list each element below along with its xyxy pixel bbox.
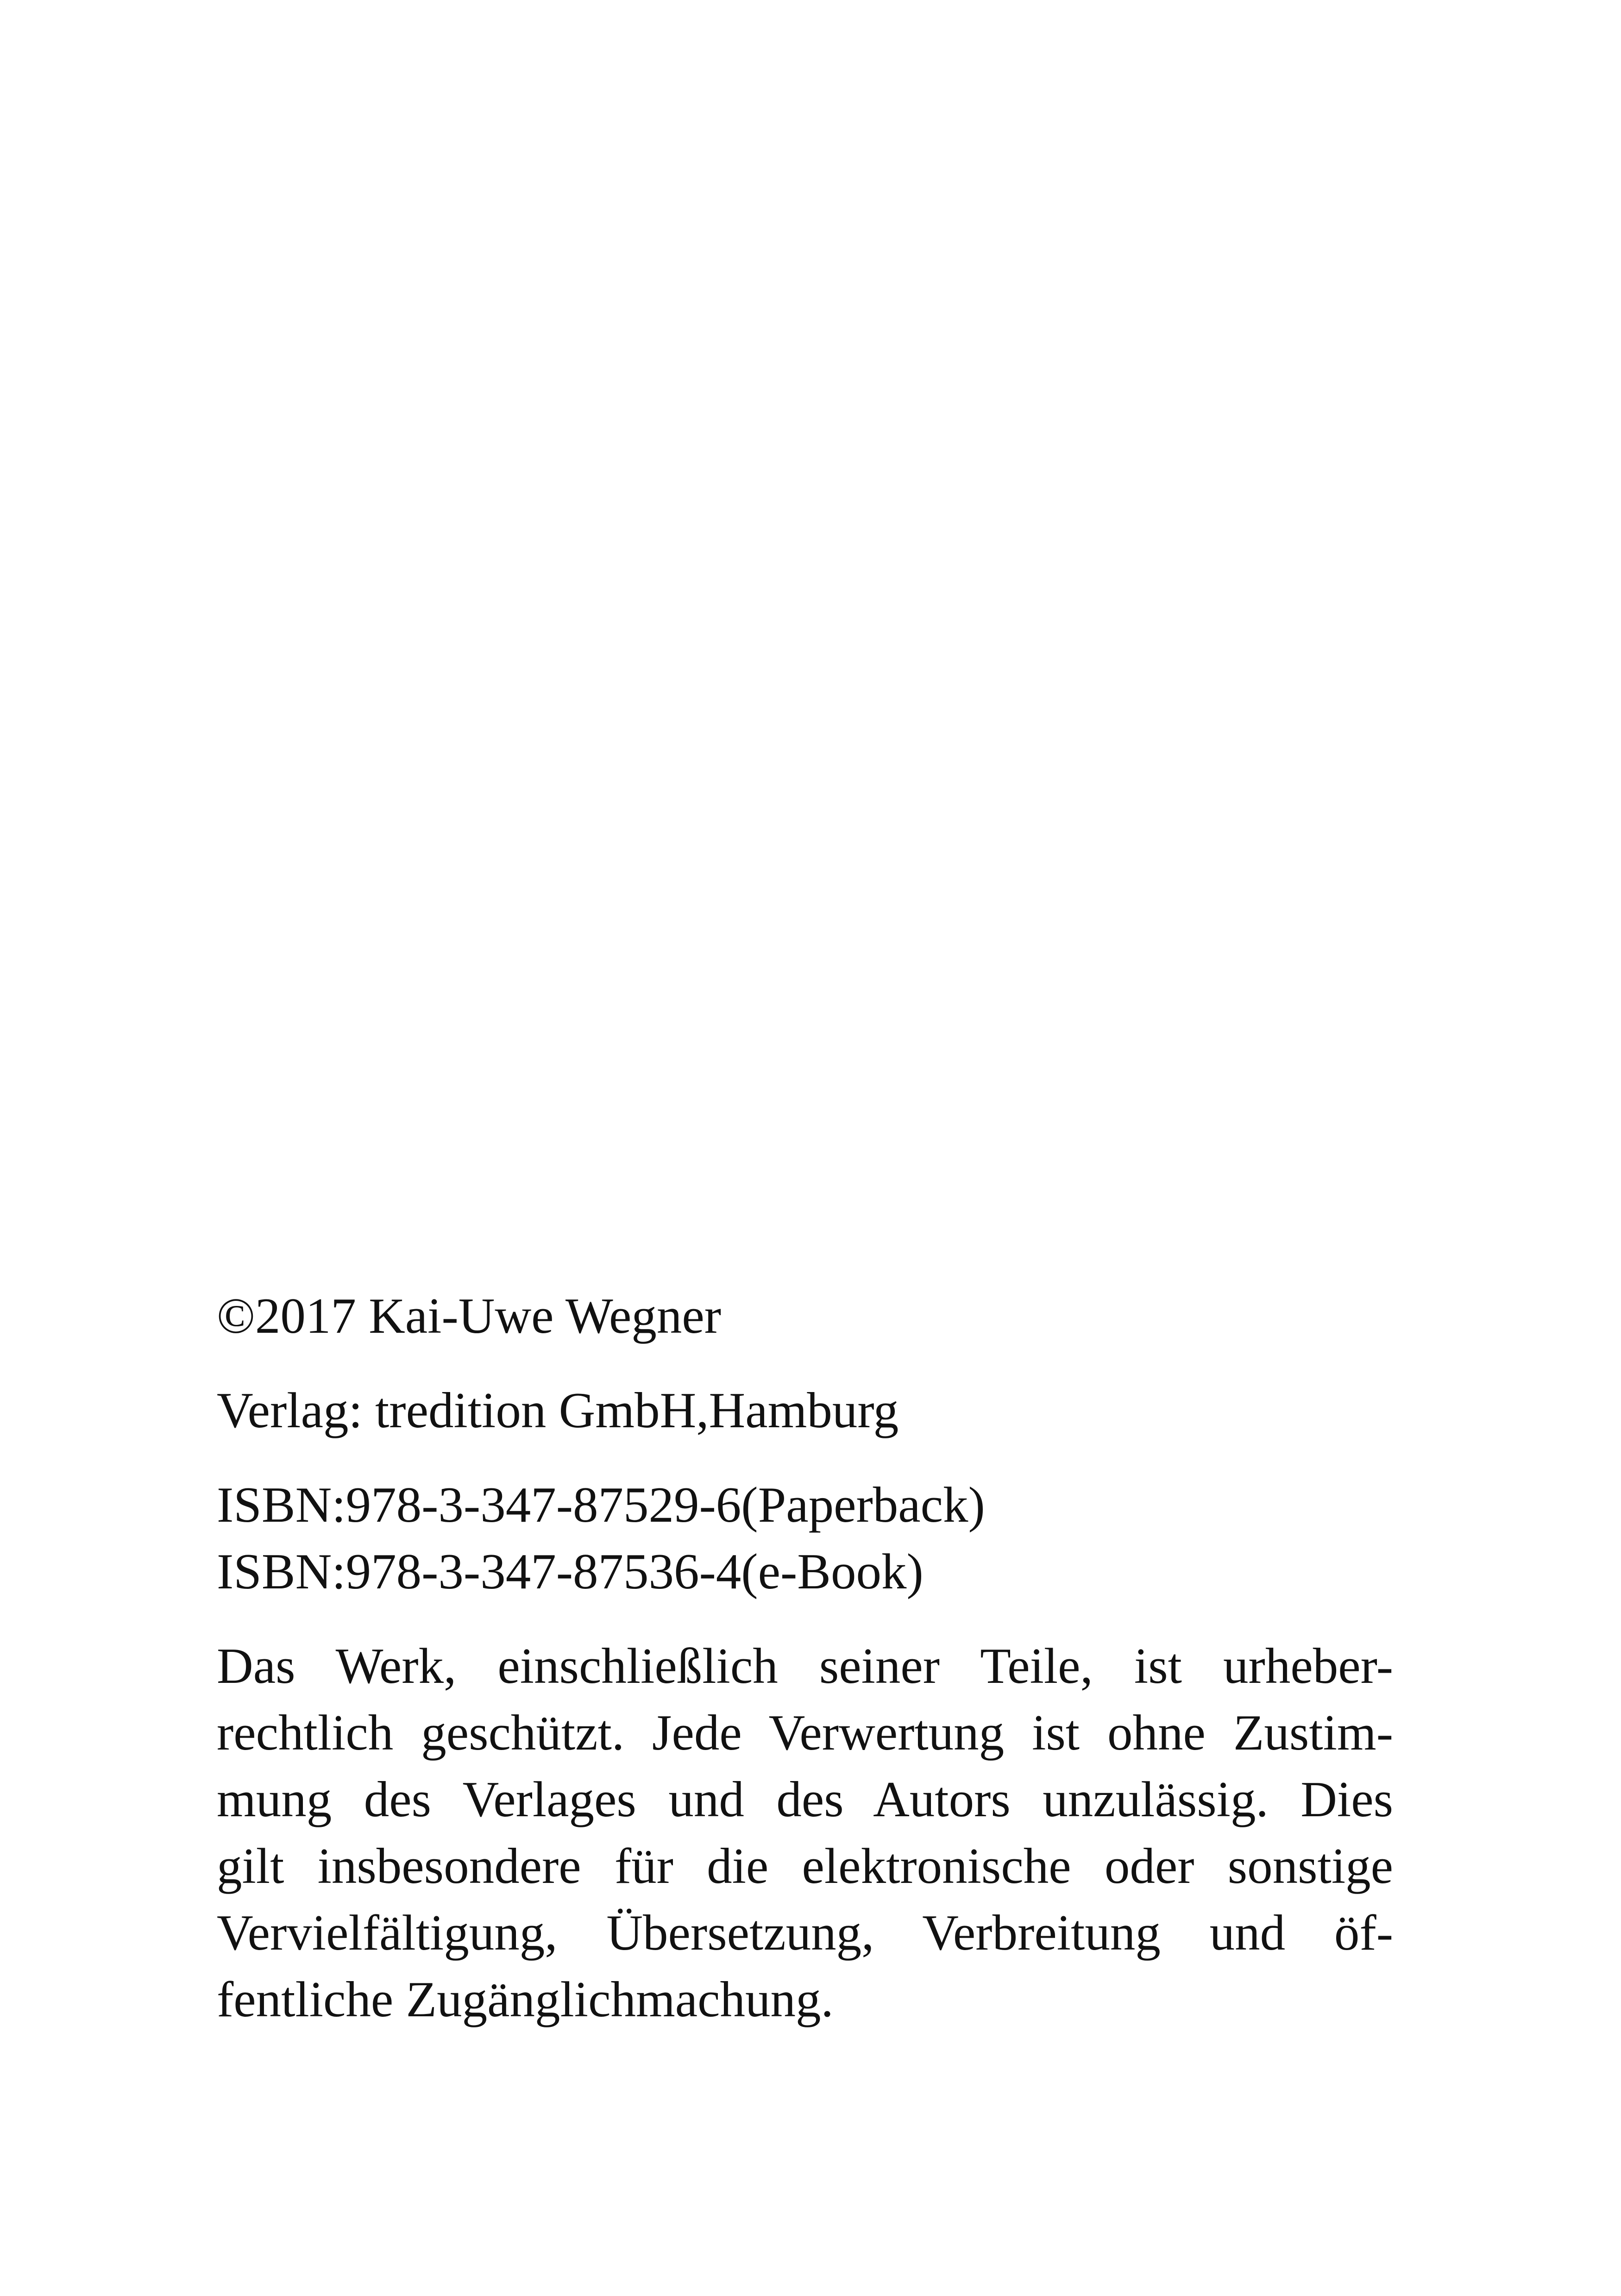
isbn-ebook-line: ISBN:978-3-347-87536-4(e-Book) bbox=[217, 1543, 924, 1600]
rights-notice-line: Vervielfältigung, Übersetzung, Verbreitung und öf- bbox=[217, 1905, 1393, 1961]
publisher-line: Verlag: tredition GmbH,Hamburg bbox=[217, 1382, 899, 1438]
copyright-line: ©2017 Kai-Uwe Wegner bbox=[217, 1288, 722, 1344]
imprint-block bbox=[217, 1283, 1393, 2033]
rights-notice bbox=[217, 1633, 1393, 2033]
rights-notice-line: mung des Verlages und des Autors unzulässig. Dies bbox=[217, 1771, 1393, 1827]
rights-notice-line: fentliche Zugänglichmachung. bbox=[217, 1971, 834, 2027]
rights-notice-line: gilt insbesondere für die elektronische oder sonstige bbox=[217, 1838, 1393, 1894]
rights-notice-line: Das Werk, einschließlich seiner Teile, ist urheber- bbox=[217, 1638, 1393, 1694]
rights-notice-line: rechtlich geschützt. Jede Verwertung ist ohne Zustim- bbox=[217, 1705, 1393, 1761]
isbn-paperback-line: ISBN:978-3-347-87529-6(Paperback) bbox=[217, 1477, 985, 1533]
